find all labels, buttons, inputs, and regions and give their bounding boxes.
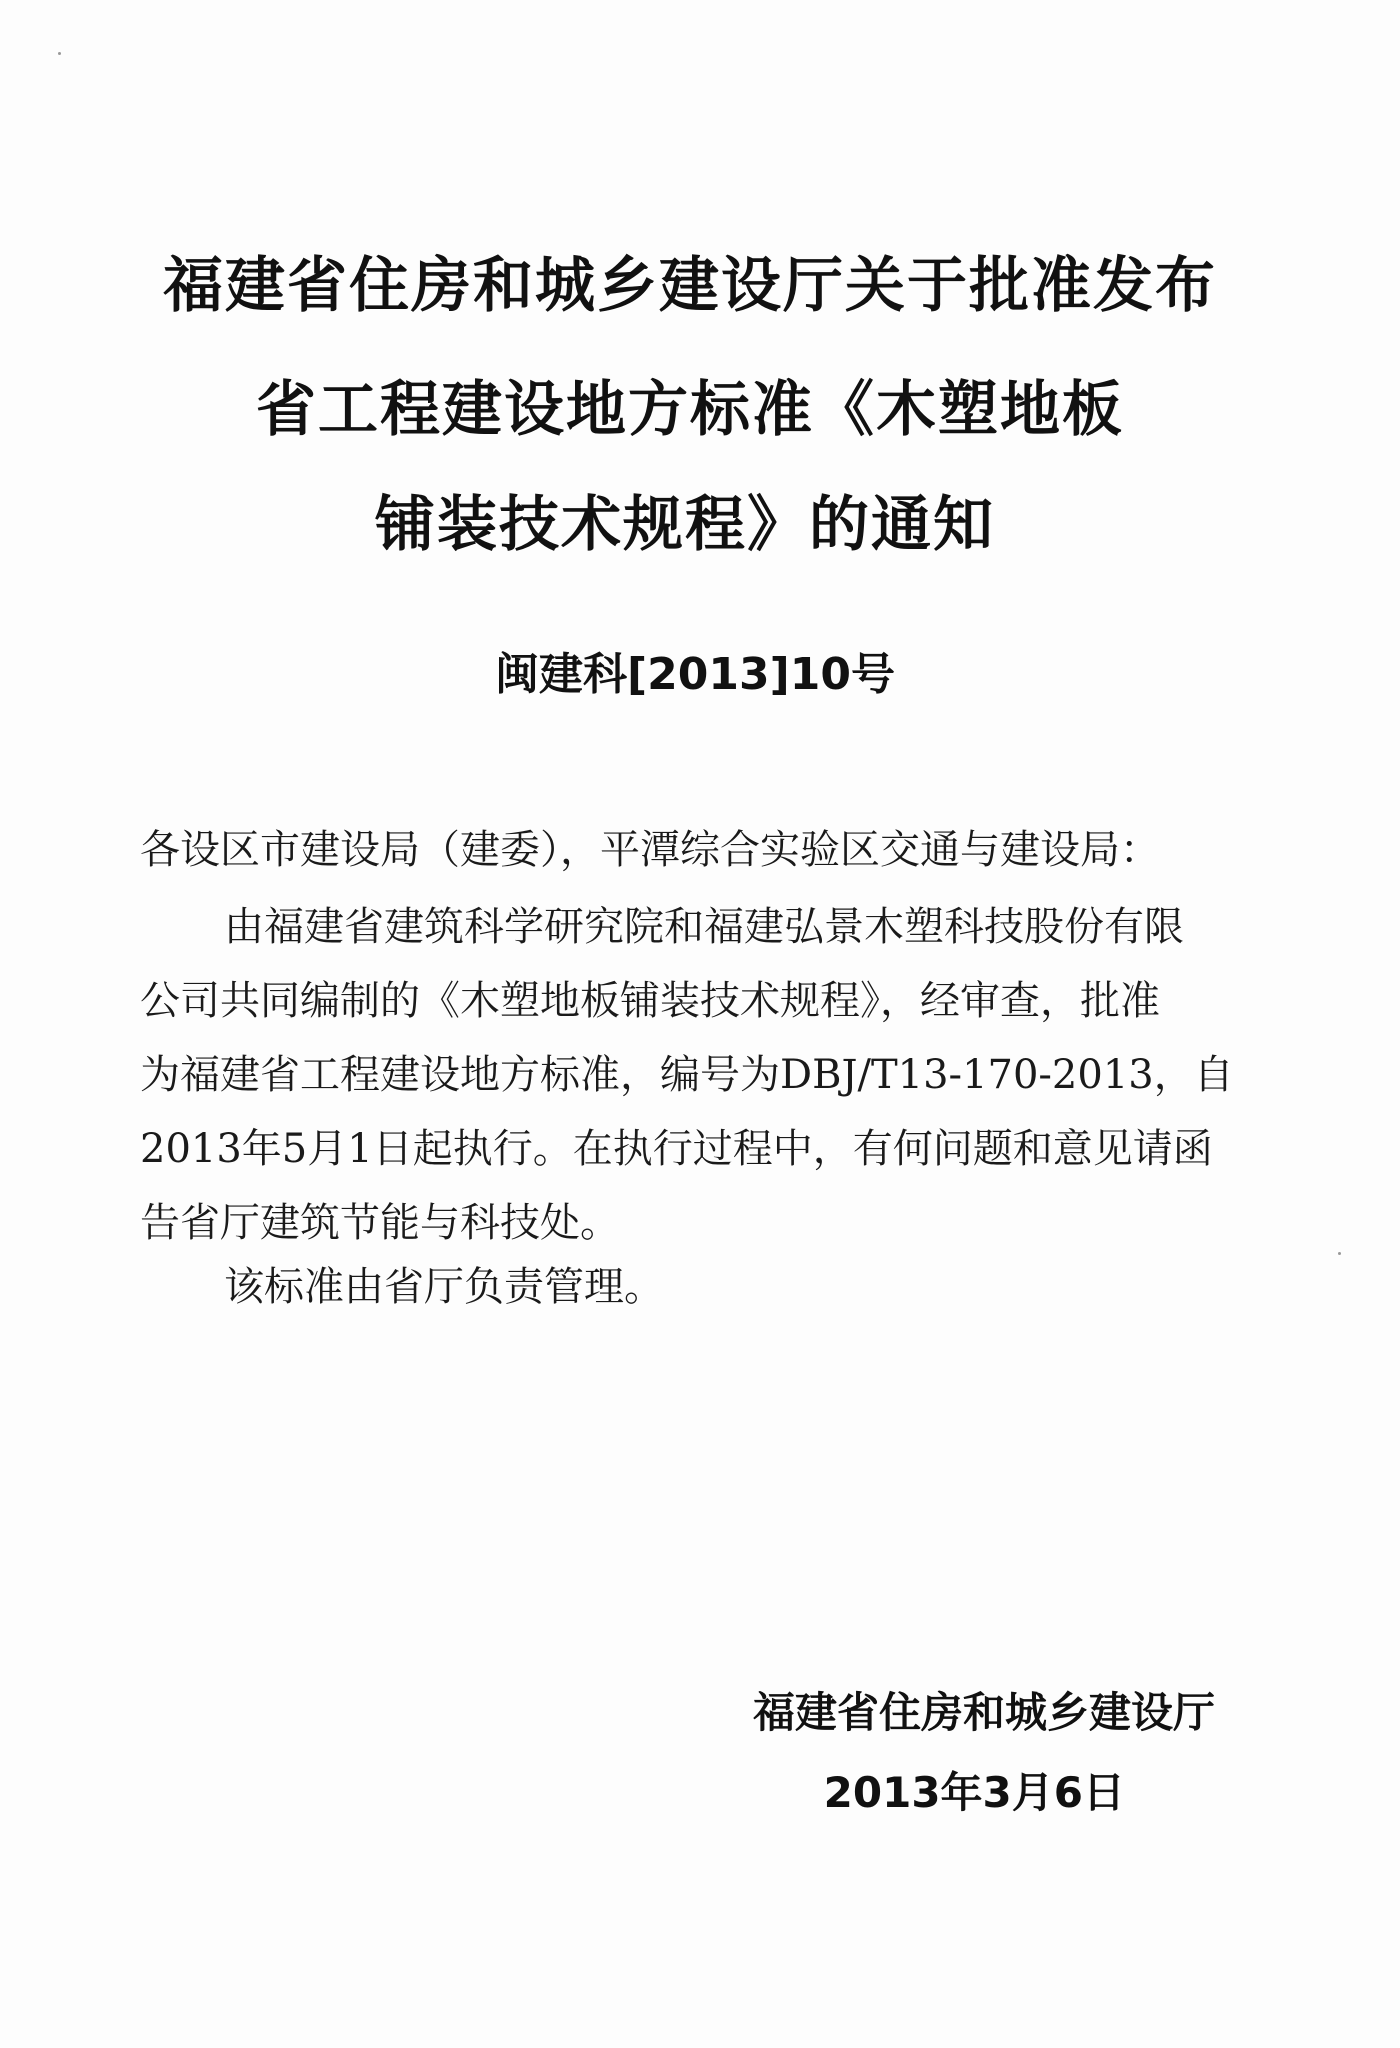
paragraph-management: 该标准由省厅负责管理。 [224, 1264, 664, 1310]
issuer-signature: 福建省住房和城乡建设厅 [752, 1688, 1215, 1737]
paragraph-line: 2013年5月1日起执行。在执行过程中，有何问题和意见请函 [140, 1126, 1213, 1172]
paragraph-main [140, 890, 1250, 1260]
title-line-3: 铺装技术规程》的通知 [375, 490, 995, 560]
document-number: 闽建科[2013]10号 [495, 649, 895, 700]
scan-speck [58, 52, 61, 55]
paragraph-line: 由福建省建筑科学研究院和福建弘景木塑科技股份有限 [224, 904, 1184, 950]
paragraph-line: 公司共同编制的《木塑地板铺装技术规程》，经审查，批准 [140, 978, 1160, 1024]
paragraph-line: 为福建省工程建设地方标准，编号为DBJ/T13-170-2013，自 [140, 1052, 1234, 1098]
title-line-2: 省工程建设地方标准《木塑地板 [256, 375, 1124, 445]
paragraph-line: 告省厅建筑节能与科技处。 [140, 1200, 620, 1246]
scan-speck [1338, 1252, 1341, 1255]
salutation: 各设区市建设局（建委），平潭综合实验区交通与建设局： [140, 827, 1160, 873]
issue-date: 2013年3月6日 [823, 1768, 1125, 1817]
title-line-1: 福建省住房和城乡建设厅关于批准发布 [163, 251, 1217, 321]
